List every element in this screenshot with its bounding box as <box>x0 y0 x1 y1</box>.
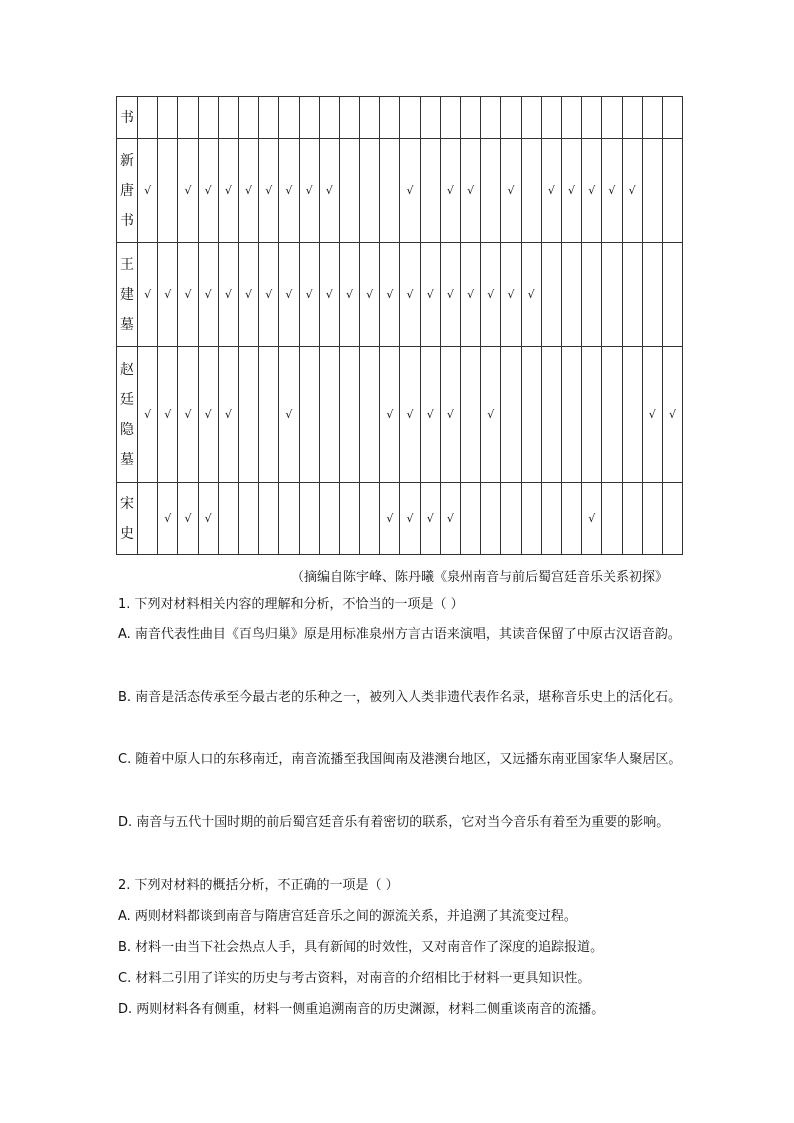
table-cell <box>541 243 561 347</box>
question-2-option-a: A. 两则材料都谈到南音与隋唐宫廷音乐之间的源流关系，并追溯了其流变过程。 <box>118 909 577 924</box>
check-mark: √ <box>527 288 535 301</box>
check-mark: √ <box>426 288 434 301</box>
check-mark: √ <box>184 408 192 421</box>
table-cell <box>259 243 279 347</box>
check-mark: √ <box>164 288 172 301</box>
table-cell <box>238 483 258 555</box>
table-cell <box>198 97 218 139</box>
table-cell <box>501 483 521 555</box>
table-cell <box>319 139 339 243</box>
question-1-option-c: C. 随着中原人口的东移南迁，南音流播至我国闽南及港澳台地区，又远播东南亚国家华人聚居区。 <box>118 752 682 767</box>
table-cell <box>461 243 481 347</box>
table-cell <box>360 97 380 139</box>
table-cell <box>461 483 481 555</box>
table-cell <box>259 139 279 243</box>
table-cell <box>440 139 460 243</box>
table-cell <box>622 483 642 555</box>
table-cell <box>279 347 299 483</box>
question-2-option-c: C. 材料二引用了详实的历史与考古资料，对南音的介绍相比于材料一更具知识性。 <box>118 971 591 986</box>
table-cell <box>420 483 440 555</box>
table-cell <box>138 139 158 243</box>
table-cell <box>420 243 440 347</box>
table-cell <box>400 243 420 347</box>
question-1-stem: 1. 下列对材料相关内容的理解和分析，不恰当的一项是（ ） <box>118 597 464 612</box>
check-mark: √ <box>608 184 616 197</box>
row-label: 宋 史 <box>117 483 138 555</box>
table-cell <box>420 139 440 243</box>
table-cell <box>360 243 380 347</box>
question-1-option-a: A. 南音代表性曲目《百鸟归巢》原是用标准泉州方言古语来演唱，其读音保留了中原古汉语音韵。 <box>118 627 681 642</box>
check-mark: √ <box>507 184 515 197</box>
table-cell <box>178 243 198 347</box>
question-2-stem: 2. 下列对材料的概括分析，不正确的一项是（ ） <box>118 878 399 893</box>
table-cell <box>481 243 501 347</box>
question-1-option-b: B. 南音是活态传承至今最古老的乐种之一，被列入人类非遗代表作名录，堪称音乐史上的活化石。 <box>118 690 682 705</box>
table-cell <box>158 347 178 483</box>
table-cell <box>642 347 662 483</box>
check-mark: √ <box>305 184 313 197</box>
question-2-option-b: B. 材料一由当下社会热点人手，具有新闻的时效性，又对南音作了深度的追踪报道。 <box>118 940 604 955</box>
table-cell <box>218 483 238 555</box>
check-mark: √ <box>184 184 192 197</box>
check-mark: √ <box>446 288 454 301</box>
table-cell <box>198 139 218 243</box>
table-cell <box>218 139 238 243</box>
table-cell <box>602 97 622 139</box>
check-mark: √ <box>144 184 152 197</box>
table-cell <box>541 347 561 483</box>
table-cell <box>541 97 561 139</box>
check-mark: √ <box>406 408 414 421</box>
check-mark: √ <box>184 288 192 301</box>
check-mark: √ <box>668 408 676 421</box>
table-cell <box>440 97 460 139</box>
check-mark: √ <box>446 184 454 197</box>
check-mark: √ <box>285 408 293 421</box>
table-cell <box>238 243 258 347</box>
table-cell <box>138 97 158 139</box>
table-cell <box>360 483 380 555</box>
table-cell <box>501 243 521 347</box>
table-cell <box>461 97 481 139</box>
table-cell <box>138 243 158 347</box>
table-cell <box>642 243 662 347</box>
table-cell <box>400 97 420 139</box>
table-cell <box>582 483 602 555</box>
check-mark: √ <box>265 184 273 197</box>
question-1-option-d: D. 南音与五代十国时期的前后蜀宫廷音乐有着密切的联系，它对当今音乐有着至为重要的影响。 <box>118 815 670 830</box>
table-cell <box>360 139 380 243</box>
check-mark: √ <box>224 408 232 421</box>
table-row <box>117 243 683 347</box>
table-cell <box>259 483 279 555</box>
table-cell <box>662 347 682 483</box>
check-mark: √ <box>446 512 454 525</box>
table-cell <box>238 97 258 139</box>
comparison-table <box>116 96 683 555</box>
table-cell <box>218 347 238 483</box>
row-label: 王 建 墓 <box>117 243 138 347</box>
table-cell <box>380 347 400 483</box>
check-mark: √ <box>144 288 152 301</box>
check-mark: √ <box>285 184 293 197</box>
check-mark: √ <box>305 288 313 301</box>
question-2-option-d: D. 两则材料各有侧重，材料一侧重追溯南音的历史渊源，材料二侧重谈南音的流播。 <box>118 1002 605 1017</box>
check-mark: √ <box>487 288 495 301</box>
table-cell <box>380 97 400 139</box>
table-cell <box>501 97 521 139</box>
table-cell <box>582 243 602 347</box>
table-cell <box>380 483 400 555</box>
table-cell <box>178 97 198 139</box>
check-mark: √ <box>467 184 475 197</box>
table-cell <box>178 139 198 243</box>
check-mark: √ <box>568 184 576 197</box>
table-cell <box>541 139 561 243</box>
table-cell <box>238 139 258 243</box>
table-cell <box>279 97 299 139</box>
table-cell <box>521 97 541 139</box>
table-cell <box>602 483 622 555</box>
table-cell <box>481 139 501 243</box>
table-cell <box>622 243 642 347</box>
table-cell <box>521 139 541 243</box>
table-cell <box>642 139 662 243</box>
table-cell <box>299 97 319 139</box>
table-row <box>117 97 683 139</box>
check-mark: √ <box>547 184 555 197</box>
check-mark: √ <box>144 408 152 421</box>
row-label: 新 唐 书 <box>117 139 138 243</box>
table-cell <box>642 97 662 139</box>
table-cell <box>481 483 501 555</box>
table-cell <box>299 139 319 243</box>
check-mark: √ <box>325 184 333 197</box>
table-cell <box>158 139 178 243</box>
check-mark: √ <box>386 408 394 421</box>
table-cell <box>400 483 420 555</box>
table-cell <box>339 347 359 483</box>
check-mark: √ <box>426 408 434 421</box>
check-mark: √ <box>648 408 656 421</box>
check-mark: √ <box>285 288 293 301</box>
check-mark: √ <box>446 408 454 421</box>
table-cell <box>198 243 218 347</box>
table-cell <box>218 97 238 139</box>
table-cell <box>198 483 218 555</box>
table-cell <box>521 347 541 483</box>
table-cell <box>501 139 521 243</box>
table-cell <box>299 347 319 483</box>
check-mark: √ <box>588 512 596 525</box>
table-cell <box>561 243 581 347</box>
table-cell <box>339 139 359 243</box>
check-mark: √ <box>507 288 515 301</box>
table-row <box>117 483 683 555</box>
table-row <box>117 139 683 243</box>
table-cell <box>662 139 682 243</box>
table-cell <box>602 347 622 483</box>
check-mark: √ <box>406 288 414 301</box>
table-cell <box>561 139 581 243</box>
table-cell <box>319 347 339 483</box>
table-cell <box>259 97 279 139</box>
table-cell <box>622 347 642 483</box>
check-mark: √ <box>245 184 253 197</box>
check-mark: √ <box>204 288 212 301</box>
table-cell <box>440 347 460 483</box>
check-mark: √ <box>406 512 414 525</box>
check-mark: √ <box>224 184 232 197</box>
table-cell <box>561 483 581 555</box>
table-cell <box>461 347 481 483</box>
table-cell <box>481 347 501 483</box>
table-cell <box>642 483 662 555</box>
check-mark: √ <box>366 288 374 301</box>
table-cell <box>461 139 481 243</box>
table-cell <box>279 139 299 243</box>
check-mark: √ <box>224 288 232 301</box>
source-citation: （摘编自陈宇峰、陈丹曦《泉州南音与前后蜀宫廷音乐关系初探》 <box>290 570 668 585</box>
table-cell <box>299 483 319 555</box>
table-cell <box>541 483 561 555</box>
table-cell <box>481 97 501 139</box>
table-cell <box>602 139 622 243</box>
table-cell <box>198 347 218 483</box>
check-mark: √ <box>184 512 192 525</box>
table-cell <box>602 243 622 347</box>
table-cell <box>339 243 359 347</box>
check-mark: √ <box>467 288 475 301</box>
table-cell <box>339 483 359 555</box>
table-cell <box>380 243 400 347</box>
table-cell <box>279 243 299 347</box>
table-cell <box>279 483 299 555</box>
table-cell <box>299 243 319 347</box>
table-cell <box>662 483 682 555</box>
table-cell <box>319 243 339 347</box>
table-cell <box>521 243 541 347</box>
table-cell <box>259 347 279 483</box>
table-cell <box>440 483 460 555</box>
check-mark: √ <box>204 184 212 197</box>
table-cell <box>158 483 178 555</box>
table-cell <box>420 347 440 483</box>
table-cell <box>521 483 541 555</box>
row-label: 赵 廷 隐 墓 <box>117 347 138 483</box>
row-label: 书 <box>117 97 138 139</box>
check-mark: √ <box>265 288 273 301</box>
table-cell <box>339 97 359 139</box>
table-cell <box>420 97 440 139</box>
check-mark: √ <box>164 512 172 525</box>
check-mark: √ <box>487 408 495 421</box>
table-cell <box>319 97 339 139</box>
table-cell <box>319 483 339 555</box>
table-cell <box>622 139 642 243</box>
check-mark: √ <box>386 288 394 301</box>
table-cell <box>158 243 178 347</box>
check-mark: √ <box>204 512 212 525</box>
check-mark: √ <box>164 408 172 421</box>
table-cell <box>440 243 460 347</box>
table-cell <box>561 97 581 139</box>
table-cell <box>238 347 258 483</box>
table-cell <box>662 97 682 139</box>
table-cell <box>360 347 380 483</box>
table-cell <box>582 347 602 483</box>
table-cell <box>138 347 158 483</box>
check-mark: √ <box>386 512 394 525</box>
check-mark: √ <box>628 184 636 197</box>
table-cell <box>380 139 400 243</box>
check-mark: √ <box>588 184 596 197</box>
check-mark: √ <box>406 184 414 197</box>
table-cell <box>501 347 521 483</box>
check-mark: √ <box>325 288 333 301</box>
check-mark: √ <box>204 408 212 421</box>
table-cell <box>138 483 158 555</box>
check-mark: √ <box>245 288 253 301</box>
table-row <box>117 347 683 483</box>
table-cell <box>158 97 178 139</box>
check-mark: √ <box>426 512 434 525</box>
table-cell <box>400 347 420 483</box>
check-mark: √ <box>345 288 353 301</box>
table-cell <box>561 347 581 483</box>
table-cell <box>662 243 682 347</box>
table-cell <box>400 139 420 243</box>
table-cell <box>178 347 198 483</box>
table-cell <box>582 97 602 139</box>
table-cell <box>218 243 238 347</box>
table-cell <box>622 97 642 139</box>
table-cell <box>178 483 198 555</box>
table-cell <box>582 139 602 243</box>
